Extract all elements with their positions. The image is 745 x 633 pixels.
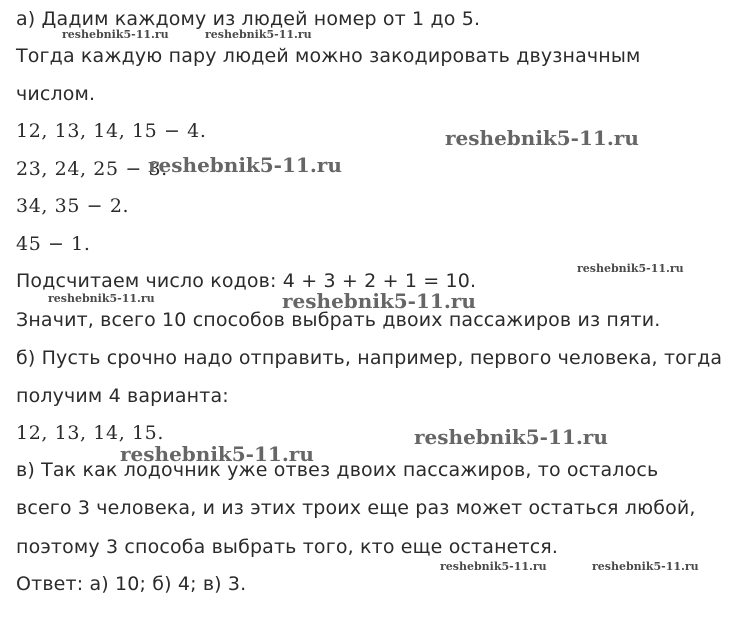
text-line-part-a: а) Дадим каждому из людей номер от 1 до 5. [16,8,481,30]
text-line-part-c-cont1: всего 3 человека, и из этих троих еще раз может остаться любой, [16,497,696,519]
text-line-conclusion: Значит, всего 10 способов выбрать двоих пассажиров из пяти. [16,309,661,331]
text-line-part-c-cont2: поэтому 3 способа выбрать того, кто еще останется. [16,536,559,558]
watermark: reshebnik5-11.ru [577,262,684,275]
watermark: reshebnik5-11.ru [148,153,342,177]
watermark: reshebnik5-11.ru [62,28,169,41]
watermark: reshebnik5-11.ru [48,292,155,305]
watermark: reshebnik5-11.ru [282,289,476,313]
text-line-codes-2: 23, 24, 25 − 3. [16,158,168,180]
text-line-codes-3: 34, 35 − 2. [16,195,130,217]
text-line-codes-4: 45 − 1. [16,233,91,255]
watermark: reshebnik5-11.ru [120,442,314,466]
watermark: reshebnik5-11.ru [592,560,699,573]
watermark: reshebnik5-11.ru [445,126,639,150]
watermark: reshebnik5-11.ru [414,425,608,449]
text-line-part-c: в) Так как лодочник уже отвез двоих пассажиров, то осталось [16,459,659,481]
text-line-part-b: б) Пусть срочно надо отправить, например, первого человека, тогда [16,347,723,369]
watermark: reshebnik5-11.ru [440,560,547,573]
text-line-encoding: Тогда каждую пару людей можно закодировать двузначным [16,45,641,67]
text-line-part-b-cont: получим 4 варианта: [16,385,229,407]
text-line-encoding-cont: числом. [16,83,96,105]
text-line-part-b-codes: 12, 13, 14, 15. [16,422,164,444]
text-line-answer: Ответ: а) 10; б) 4; в) 3. [16,573,247,595]
text-line-codes-1: 12, 13, 14, 15 − 4. [16,120,207,142]
watermark: reshebnik5-11.ru [205,28,312,41]
text-line-count: Подсчитаем число кодов: 4 + 3 + 2 + 1 = 10. [16,270,477,292]
